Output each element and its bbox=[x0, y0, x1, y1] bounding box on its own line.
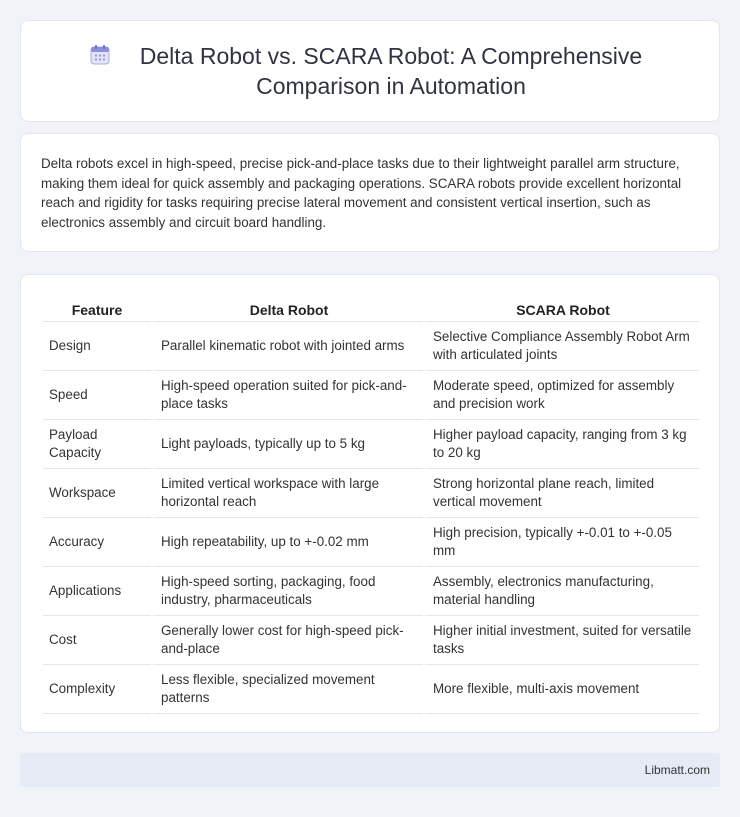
column-header-delta: Delta Robot bbox=[151, 294, 423, 322]
scara-cell: More flexible, multi-axis movement bbox=[423, 665, 699, 714]
delta-cell: Generally lower cost for high-speed pick-and-place bbox=[151, 616, 423, 665]
scara-cell: Higher payload capacity, ranging from 3 kg to 20 kg bbox=[423, 420, 699, 469]
feature-cell: Applications bbox=[43, 567, 151, 616]
table-row bbox=[43, 420, 699, 469]
feature-cell: Speed bbox=[43, 371, 151, 420]
delta-cell: High-speed operation suited for pick-and-place tasks bbox=[151, 371, 423, 420]
table-row bbox=[43, 616, 699, 665]
delta-cell: Light payloads, typically up to 5 kg bbox=[151, 420, 423, 469]
calendar-icon bbox=[89, 44, 111, 66]
summary-text: Delta robots excel in high-speed, precise pick-and-place tasks due to their lightweight parallel arm structure, making them ideal for quick assembly and packaging operations. SCARA robots provide excellent horizontal reach and rigidity for tasks requiring precise lateral movement and consistent vertical insertion, such as electronics assembly and circuit board handling. bbox=[41, 156, 682, 230]
table-row bbox=[43, 518, 699, 567]
table-header-row bbox=[43, 294, 699, 322]
footer-site-link[interactable]: Libmatt.com bbox=[644, 763, 710, 777]
title-wrap bbox=[89, 41, 651, 101]
delta-cell: High repeatability, up to +-0.02 mm bbox=[151, 518, 423, 567]
scara-cell: Moderate speed, optimized for assembly and precision work bbox=[423, 371, 699, 420]
table-row bbox=[43, 567, 699, 616]
scara-cell: Assembly, electronics manufacturing, material handling bbox=[423, 567, 699, 616]
scara-cell: Selective Compliance Assembly Robot Arm with articulated joints bbox=[423, 322, 699, 371]
page-title: Delta Robot vs. SCARA Robot: A Comprehensive Comparison in Automation bbox=[139, 43, 643, 99]
feature-cell: Design bbox=[43, 322, 151, 371]
scara-cell: High precision, typically +-0.01 to +-0.05 mm bbox=[423, 518, 699, 567]
delta-cell: Less flexible, specialized movement patterns bbox=[151, 665, 423, 714]
table-row bbox=[43, 665, 699, 714]
summary-card bbox=[20, 133, 720, 252]
delta-cell: Parallel kinematic robot with jointed arms bbox=[151, 322, 423, 371]
table-row bbox=[43, 371, 699, 420]
scara-cell: Strong horizontal plane reach, limited vertical movement bbox=[423, 469, 699, 518]
comparison-table bbox=[43, 294, 699, 714]
table-row bbox=[43, 469, 699, 518]
feature-cell: Complexity bbox=[43, 665, 151, 714]
footer bbox=[20, 753, 720, 787]
table-row bbox=[43, 322, 699, 371]
title-card bbox=[20, 20, 720, 122]
feature-cell: Cost bbox=[43, 616, 151, 665]
delta-cell: High-speed sorting, packaging, food industry, pharmaceuticals bbox=[151, 567, 423, 616]
column-header-scara: SCARA Robot bbox=[423, 294, 699, 322]
column-header-feature: Feature bbox=[43, 294, 151, 322]
scara-cell: Higher initial investment, suited for versatile tasks bbox=[423, 616, 699, 665]
feature-cell: Payload Capacity bbox=[43, 420, 151, 469]
comparison-table-card bbox=[20, 274, 720, 733]
delta-cell: Limited vertical workspace with large horizontal reach bbox=[151, 469, 423, 518]
feature-cell: Workspace bbox=[43, 469, 151, 518]
feature-cell: Accuracy bbox=[43, 518, 151, 567]
